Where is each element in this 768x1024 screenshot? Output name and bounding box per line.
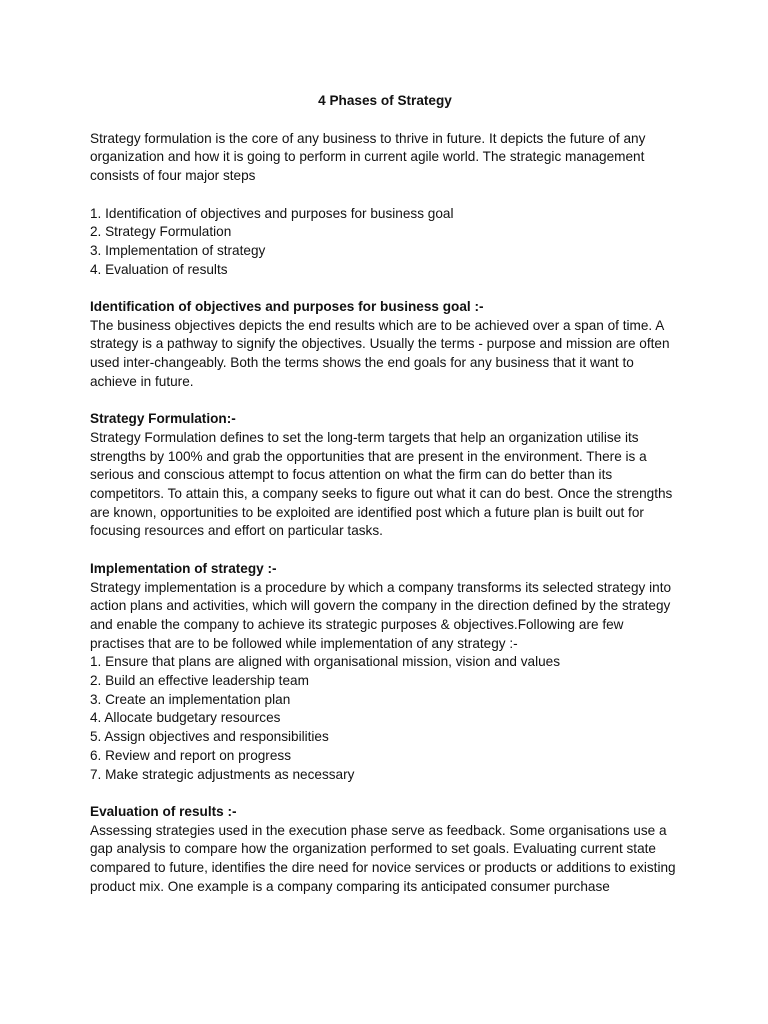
section-identification	[90, 298, 680, 392]
section-body: Assessing strategies used in the execution phase serve as feedback. Some organisations use a gap analysis to compare how the organization performed to set goals. Evaluating current state compared to future, identifies the dire need for novice services or products or additions to existing product mix. One example is a company comparing its anticipated consumer purchase	[90, 822, 676, 894]
list-item: 3. Create an implementation plan	[90, 691, 291, 707]
spacer	[90, 392, 680, 411]
spacer	[90, 279, 680, 298]
list-item: 2. Strategy Formulation	[90, 224, 232, 240]
intro-paragraph: Strategy formulation is the core of any business to thrive in future. It depicts the future of any organization and how it is going to perform in current agile world. The strategic management consists of four major steps	[90, 130, 646, 184]
section-formulation	[90, 410, 680, 541]
section-body: Strategy implementation is a procedure by which a company transforms its selected strategy into action plans and activities, which will govern the company in the direction defined by the strategy and enable the company to achieve its strategic purposes & objectives.Following are few practises that are to be followed while implementation of any strategy :-	[90, 579, 672, 651]
list-item: 2. Build an effective leadership team	[90, 673, 309, 689]
list-item: 6. Review and report on progress	[90, 747, 291, 763]
practices-list	[90, 653, 680, 784]
section-heading: Identification of objectives and purposes for business goal :-	[90, 299, 484, 314]
section-implementation	[90, 560, 680, 784]
section-evaluation	[90, 803, 680, 897]
list-item: 3. Implementation of strategy	[90, 242, 266, 258]
list-item: 4. Allocate budgetary resources	[90, 710, 281, 726]
document-title: 4 Phases of Strategy	[318, 93, 452, 108]
list-item: 1. Ensure that plans are aligned with organisational mission, vision and values	[90, 654, 561, 670]
section-body: The business objectives depicts the end results which are to be achieved over a span of time. A strategy is a pathway to signify the objectives. Usually the terms - purpose and mission are often used inter-changeably. Both the terms shows the end goals for any business that it want to achieve in future.	[90, 317, 670, 389]
spacer	[90, 541, 680, 560]
list-item: 1. Identification of objectives and purposes for business goal	[90, 205, 454, 221]
spacer	[90, 186, 680, 205]
list-item: 4. Evaluation of results	[90, 261, 228, 277]
section-heading: Evaluation of results :-	[90, 803, 237, 819]
steps-list	[90, 205, 680, 280]
list-item: 5. Assign objectives and responsibilities	[90, 729, 329, 745]
list-item: 7. Make strategic adjustments as necessary	[90, 766, 355, 782]
section-heading: Strategy Formulation:-	[90, 411, 236, 427]
section-body: Strategy Formulation defines to set the long-term targets that help an organization utilise its strengths by 100% and grab the opportunities that are present in the environment. There is a serious and conscious attempt to focus attention on what the firm can do better than its competitors. To attain this, a company seeks to figure out what it can do best. Once the strengths are known, opportunities to be exploited are identified post which a future plan is built out for focusing resources and effort on particular tasks.	[90, 429, 673, 539]
document-page	[90, 92, 680, 896]
spacer	[90, 784, 680, 803]
section-heading: Implementation of strategy :-	[90, 560, 277, 576]
